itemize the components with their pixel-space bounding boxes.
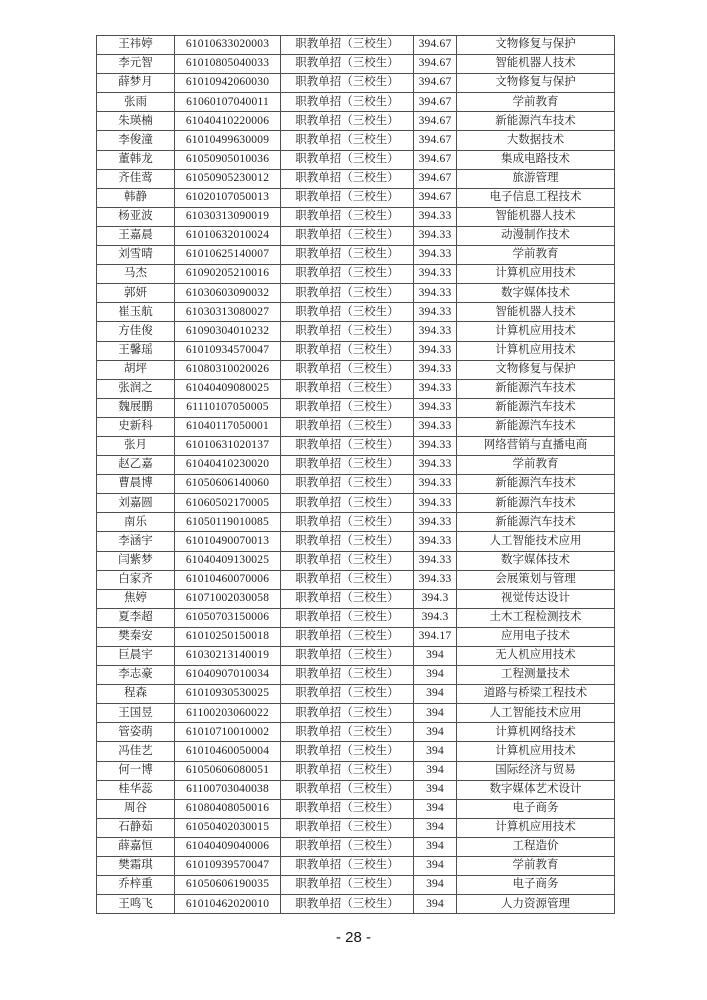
cell-student-name: 何一博 [97,761,175,780]
cell-score: 394 [414,742,457,761]
cell-score: 394 [414,837,457,856]
cell-candidate-number: 61060107040011 [175,93,281,112]
table-row [97,246,615,265]
cell-student-name: 董韩龙 [97,150,175,169]
cell-student-name: 管姿萌 [97,723,175,742]
cell-admission-type: 职教单招（三校生） [281,837,414,856]
table-row [97,74,615,93]
cell-admission-type: 职教单招（三校生） [281,436,414,455]
cell-admission-type: 职教单招（三校生） [281,818,414,837]
cell-candidate-number: 61090304010232 [175,322,281,341]
table-row [97,93,615,112]
cell-score: 394.33 [414,570,457,589]
cell-admission-type: 职教单招（三校生） [281,666,414,685]
cell-major: 计算机网络技术 [457,723,615,742]
cell-major: 计算机应用技术 [457,265,615,284]
cell-candidate-number: 61040907010034 [175,666,281,685]
cell-score: 394.33 [414,322,457,341]
table-row [97,551,615,570]
cell-score: 394 [414,818,457,837]
cell-student-name: 史新科 [97,417,175,436]
cell-score: 394 [414,895,457,914]
cell-score: 394.33 [414,456,457,475]
cell-candidate-number: 61010250150018 [175,627,281,646]
cell-student-name: 薛嘉恒 [97,837,175,856]
cell-candidate-number: 61010633020003 [175,36,281,55]
table-row [97,169,615,188]
cell-student-name: 刘雪晴 [97,246,175,265]
cell-score: 394.3 [414,589,457,608]
table-row [97,398,615,417]
cell-student-name: 魏展鹏 [97,398,175,417]
cell-score: 394.33 [414,513,457,532]
table-row [97,303,615,322]
cell-student-name: 方佳俊 [97,322,175,341]
cell-major: 智能机器人技术 [457,55,615,74]
cell-admission-type: 职教单招（三校生） [281,246,414,265]
cell-major: 学前教育 [457,456,615,475]
cell-admission-type: 职教单招（三校生） [281,570,414,589]
cell-admission-type: 职教单招（三校生） [281,74,414,93]
cell-major: 电子商务 [457,799,615,818]
cell-major: 动漫制作技术 [457,226,615,245]
cell-admission-type: 职教单招（三校生） [281,685,414,704]
cell-candidate-number: 61010934570047 [175,341,281,360]
cell-student-name: 薛梦月 [97,74,175,93]
cell-major: 道路与桥梁工程技术 [457,685,615,704]
cell-admission-type: 职教单招（三校生） [281,532,414,551]
cell-candidate-number: 61110107050005 [175,398,281,417]
cell-candidate-number: 61040410220006 [175,112,281,131]
cell-candidate-number: 61050703150006 [175,608,281,627]
cell-candidate-number: 61050606190035 [175,876,281,895]
cell-candidate-number: 61040410230020 [175,456,281,475]
cell-score: 394 [414,799,457,818]
table-row [97,475,615,494]
cell-candidate-number: 61010805040033 [175,55,281,74]
cell-admission-type: 职教单招（三校生） [281,895,414,914]
cell-candidate-number: 61050905230012 [175,169,281,188]
cell-score: 394.67 [414,36,457,55]
cell-score: 394.3 [414,608,457,627]
cell-candidate-number: 61010939570047 [175,857,281,876]
table-row [97,513,615,532]
cell-major: 新能源汽车技术 [457,417,615,436]
table-row [97,818,615,837]
cell-student-name: 樊秦安 [97,627,175,646]
cell-student-name: 王馨瑶 [97,341,175,360]
cell-candidate-number: 61020107050013 [175,188,281,207]
cell-student-name: 朱瑛楠 [97,112,175,131]
cell-admission-type: 职教单招（三校生） [281,513,414,532]
cell-admission-type: 职教单招（三校生） [281,55,414,74]
cell-score: 394.67 [414,188,457,207]
cell-student-name: 焦婷 [97,589,175,608]
cell-major: 文物修复与保护 [457,74,615,93]
table-row [97,666,615,685]
cell-admission-type: 职教单招（三校生） [281,608,414,627]
cell-major: 会展策划与管理 [457,570,615,589]
cell-student-name: 赵乙嘉 [97,456,175,475]
cell-admission-type: 职教单招（三校生） [281,322,414,341]
cell-candidate-number: 61050606080051 [175,761,281,780]
cell-score: 394.33 [414,398,457,417]
cell-major: 人力资源管理 [457,895,615,914]
cell-score: 394.67 [414,169,457,188]
table-row [97,761,615,780]
cell-candidate-number: 61030313080027 [175,303,281,322]
table-row [97,742,615,761]
cell-candidate-number: 61030603090032 [175,284,281,303]
cell-score: 394 [414,780,457,799]
cell-student-name: 崔玉航 [97,303,175,322]
table-row [97,799,615,818]
results-table-body [97,36,615,914]
cell-major: 电子信息工程技术 [457,188,615,207]
table-row [97,112,615,131]
cell-major: 应用电子技术 [457,627,615,646]
cell-candidate-number: 61010460070006 [175,570,281,589]
cell-admission-type: 职教单招（三校生） [281,475,414,494]
cell-admission-type: 职教单招（三校生） [281,494,414,513]
table-row [97,627,615,646]
cell-admission-type: 职教单招（三校生） [281,589,414,608]
cell-major: 文物修复与保护 [457,360,615,379]
cell-candidate-number: 61010460050004 [175,742,281,761]
table-row [97,379,615,398]
cell-candidate-number: 61100203060022 [175,704,281,723]
cell-student-name: 张月 [97,436,175,455]
cell-student-name: 李俊潼 [97,131,175,150]
cell-major: 计算机应用技术 [457,341,615,360]
table-row [97,608,615,627]
cell-score: 394 [414,857,457,876]
cell-student-name: 桂华蕊 [97,780,175,799]
cell-student-name: 刘嘉圆 [97,494,175,513]
cell-admission-type: 职教单招（三校生） [281,93,414,112]
cell-major: 视觉传达设计 [457,589,615,608]
cell-score: 394.67 [414,112,457,131]
table-row [97,704,615,723]
cell-score: 394.33 [414,207,457,226]
cell-score: 394.33 [414,379,457,398]
cell-student-name: 王祎婷 [97,36,175,55]
cell-candidate-number: 61010490070013 [175,532,281,551]
table-row [97,226,615,245]
cell-major: 人工智能技术应用 [457,704,615,723]
cell-candidate-number: 61040117050001 [175,417,281,436]
table-row [97,570,615,589]
cell-admission-type: 职教单招（三校生） [281,226,414,245]
cell-score: 394 [414,685,457,704]
table-row [97,341,615,360]
cell-major: 网络营销与直播电商 [457,436,615,455]
table-row [97,532,615,551]
cell-admission-type: 职教单招（三校生） [281,169,414,188]
cell-major: 文物修复与保护 [457,36,615,55]
table-row [97,494,615,513]
cell-student-name: 齐佳莺 [97,169,175,188]
cell-candidate-number: 61040409130025 [175,551,281,570]
cell-admission-type: 职教单招（三校生） [281,131,414,150]
cell-student-name: 王鸣飞 [97,895,175,914]
cell-candidate-number: 61010631020137 [175,436,281,455]
cell-candidate-number: 61010625140007 [175,246,281,265]
cell-score: 394.33 [414,284,457,303]
table-row [97,895,615,914]
cell-score: 394.67 [414,74,457,93]
cell-student-name: 杨亚波 [97,207,175,226]
cell-major: 数字媒体技术 [457,284,615,303]
cell-score: 394.33 [414,226,457,245]
cell-major: 智能机器人技术 [457,207,615,226]
cell-score: 394.33 [414,532,457,551]
cell-candidate-number: 61100703040038 [175,780,281,799]
cell-score: 394 [414,704,457,723]
cell-major: 新能源汽车技术 [457,112,615,131]
cell-major: 国际经济与贸易 [457,761,615,780]
cell-score: 394 [414,666,457,685]
cell-student-name: 韩静 [97,188,175,207]
cell-major: 无人机应用技术 [457,647,615,666]
cell-student-name: 冯佳艺 [97,742,175,761]
cell-major: 数字媒体艺术设计 [457,780,615,799]
cell-student-name: 张雨 [97,93,175,112]
table-row [97,589,615,608]
cell-major: 计算机应用技术 [457,742,615,761]
table-row [97,322,615,341]
cell-score: 394.33 [414,341,457,360]
cell-candidate-number: 61050402030015 [175,818,281,837]
table-row [97,150,615,169]
cell-admission-type: 职教单招（三校生） [281,876,414,895]
table-row [97,36,615,55]
cell-major: 新能源汽车技术 [457,475,615,494]
cell-score: 394.67 [414,131,457,150]
cell-candidate-number: 61010930530025 [175,685,281,704]
cell-admission-type: 职教单招（三校生） [281,265,414,284]
cell-admission-type: 职教单招（三校生） [281,417,414,436]
cell-admission-type: 职教单招（三校生） [281,303,414,322]
cell-score: 394.33 [414,417,457,436]
cell-score: 394.33 [414,494,457,513]
cell-student-name: 李涵宇 [97,532,175,551]
cell-admission-type: 职教单招（三校生） [281,284,414,303]
cell-major: 新能源汽车技术 [457,379,615,398]
cell-candidate-number: 61071002030058 [175,589,281,608]
cell-student-name: 王嘉晨 [97,226,175,245]
cell-score: 394 [414,761,457,780]
cell-candidate-number: 61010942060030 [175,74,281,93]
cell-admission-type: 职教单招（三校生） [281,704,414,723]
cell-major: 计算机应用技术 [457,322,615,341]
cell-candidate-number: 61030313090019 [175,207,281,226]
table-row [97,131,615,150]
cell-candidate-number: 61080310020026 [175,360,281,379]
cell-admission-type: 职教单招（三校生） [281,647,414,666]
cell-admission-type: 职教单招（三校生） [281,627,414,646]
table-row [97,685,615,704]
cell-student-name: 乔梓重 [97,876,175,895]
cell-major: 数字媒体技术 [457,551,615,570]
cell-admission-type: 职教单招（三校生） [281,360,414,379]
cell-score: 394 [414,723,457,742]
cell-admission-type: 职教单招（三校生） [281,456,414,475]
cell-major: 新能源汽车技术 [457,398,615,417]
cell-major: 学前教育 [457,93,615,112]
cell-score: 394 [414,876,457,895]
cell-candidate-number: 61040409040006 [175,837,281,856]
cell-admission-type: 职教单招（三校生） [281,150,414,169]
cell-candidate-number: 61050606140060 [175,475,281,494]
cell-candidate-number: 61090205210016 [175,265,281,284]
table-row [97,360,615,379]
cell-student-name: 白家齐 [97,570,175,589]
cell-admission-type: 职教单招（三校生） [281,723,414,742]
cell-admission-type: 职教单招（三校生） [281,36,414,55]
cell-candidate-number: 61010462020010 [175,895,281,914]
table-row [97,436,615,455]
cell-major: 土木工程检测技术 [457,608,615,627]
cell-candidate-number: 61040409080025 [175,379,281,398]
cell-admission-type: 职教单招（三校生） [281,341,414,360]
table-row [97,284,615,303]
cell-candidate-number: 61010499630009 [175,131,281,150]
cell-student-name: 石静茹 [97,818,175,837]
cell-student-name: 巨晨宇 [97,647,175,666]
cell-score: 394.67 [414,55,457,74]
cell-major: 工程测量技术 [457,666,615,685]
table-row [97,837,615,856]
cell-admission-type: 职教单招（三校生） [281,207,414,226]
table-row [97,188,615,207]
cell-candidate-number: 61010632010024 [175,226,281,245]
cell-admission-type: 职教单招（三校生） [281,188,414,207]
cell-admission-type: 职教单招（三校生） [281,799,414,818]
cell-student-name: 郭妍 [97,284,175,303]
cell-major: 新能源汽车技术 [457,494,615,513]
cell-student-name: 周谷 [97,799,175,818]
cell-student-name: 闫紫梦 [97,551,175,570]
table-row [97,265,615,284]
table-row [97,55,615,74]
table-row [97,876,615,895]
cell-major: 学前教育 [457,857,615,876]
cell-admission-type: 职教单招（三校生） [281,742,414,761]
cell-admission-type: 职教单招（三校生） [281,857,414,876]
cell-score: 394.33 [414,436,457,455]
table-row [97,207,615,226]
cell-score: 394 [414,647,457,666]
cell-major: 学前教育 [457,246,615,265]
cell-major: 人工智能技术应用 [457,532,615,551]
cell-student-name: 曹晨博 [97,475,175,494]
cell-major: 智能机器人技术 [457,303,615,322]
cell-admission-type: 职教单招（三校生） [281,379,414,398]
cell-student-name: 南乐 [97,513,175,532]
cell-score: 394.67 [414,93,457,112]
table-row [97,647,615,666]
cell-student-name: 程森 [97,685,175,704]
cell-major: 旅游管理 [457,169,615,188]
admission-results-table [96,35,615,914]
cell-candidate-number: 61050119010085 [175,513,281,532]
cell-admission-type: 职教单招（三校生） [281,398,414,417]
cell-student-name: 王国昱 [97,704,175,723]
cell-major: 电子商务 [457,876,615,895]
cell-score: 394.33 [414,360,457,379]
cell-student-name: 李志豪 [97,666,175,685]
cell-score: 394.33 [414,475,457,494]
cell-candidate-number: 61060502170005 [175,494,281,513]
cell-major: 集成电路技术 [457,150,615,169]
cell-student-name: 李元智 [97,55,175,74]
cell-major: 计算机应用技术 [457,818,615,837]
cell-major: 工程造价 [457,837,615,856]
cell-score: 394.33 [414,265,457,284]
cell-admission-type: 职教单招（三校生） [281,780,414,799]
cell-admission-type: 职教单招（三校生） [281,112,414,131]
cell-candidate-number: 61080408050016 [175,799,281,818]
cell-major: 大数据技术 [457,131,615,150]
cell-admission-type: 职教单招（三校生） [281,761,414,780]
cell-candidate-number: 61030213140019 [175,647,281,666]
cell-score: 394.33 [414,303,457,322]
page-number: - 28 - [335,929,371,946]
cell-student-name: 樊霜琪 [97,857,175,876]
cell-score: 394.33 [414,246,457,265]
cell-major: 新能源汽车技术 [457,513,615,532]
table-row [97,456,615,475]
cell-student-name: 胡坪 [97,360,175,379]
cell-score: 394.67 [414,150,457,169]
cell-student-name: 张润之 [97,379,175,398]
cell-candidate-number: 61010710010002 [175,723,281,742]
table-row [97,723,615,742]
cell-admission-type: 职教单招（三校生） [281,551,414,570]
cell-candidate-number: 61050905010036 [175,150,281,169]
table-row [97,417,615,436]
cell-student-name: 马杰 [97,265,175,284]
cell-score: 394.33 [414,551,457,570]
table-row [97,780,615,799]
cell-score: 394.17 [414,627,457,646]
cell-student-name: 夏李超 [97,608,175,627]
table-row [97,857,615,876]
